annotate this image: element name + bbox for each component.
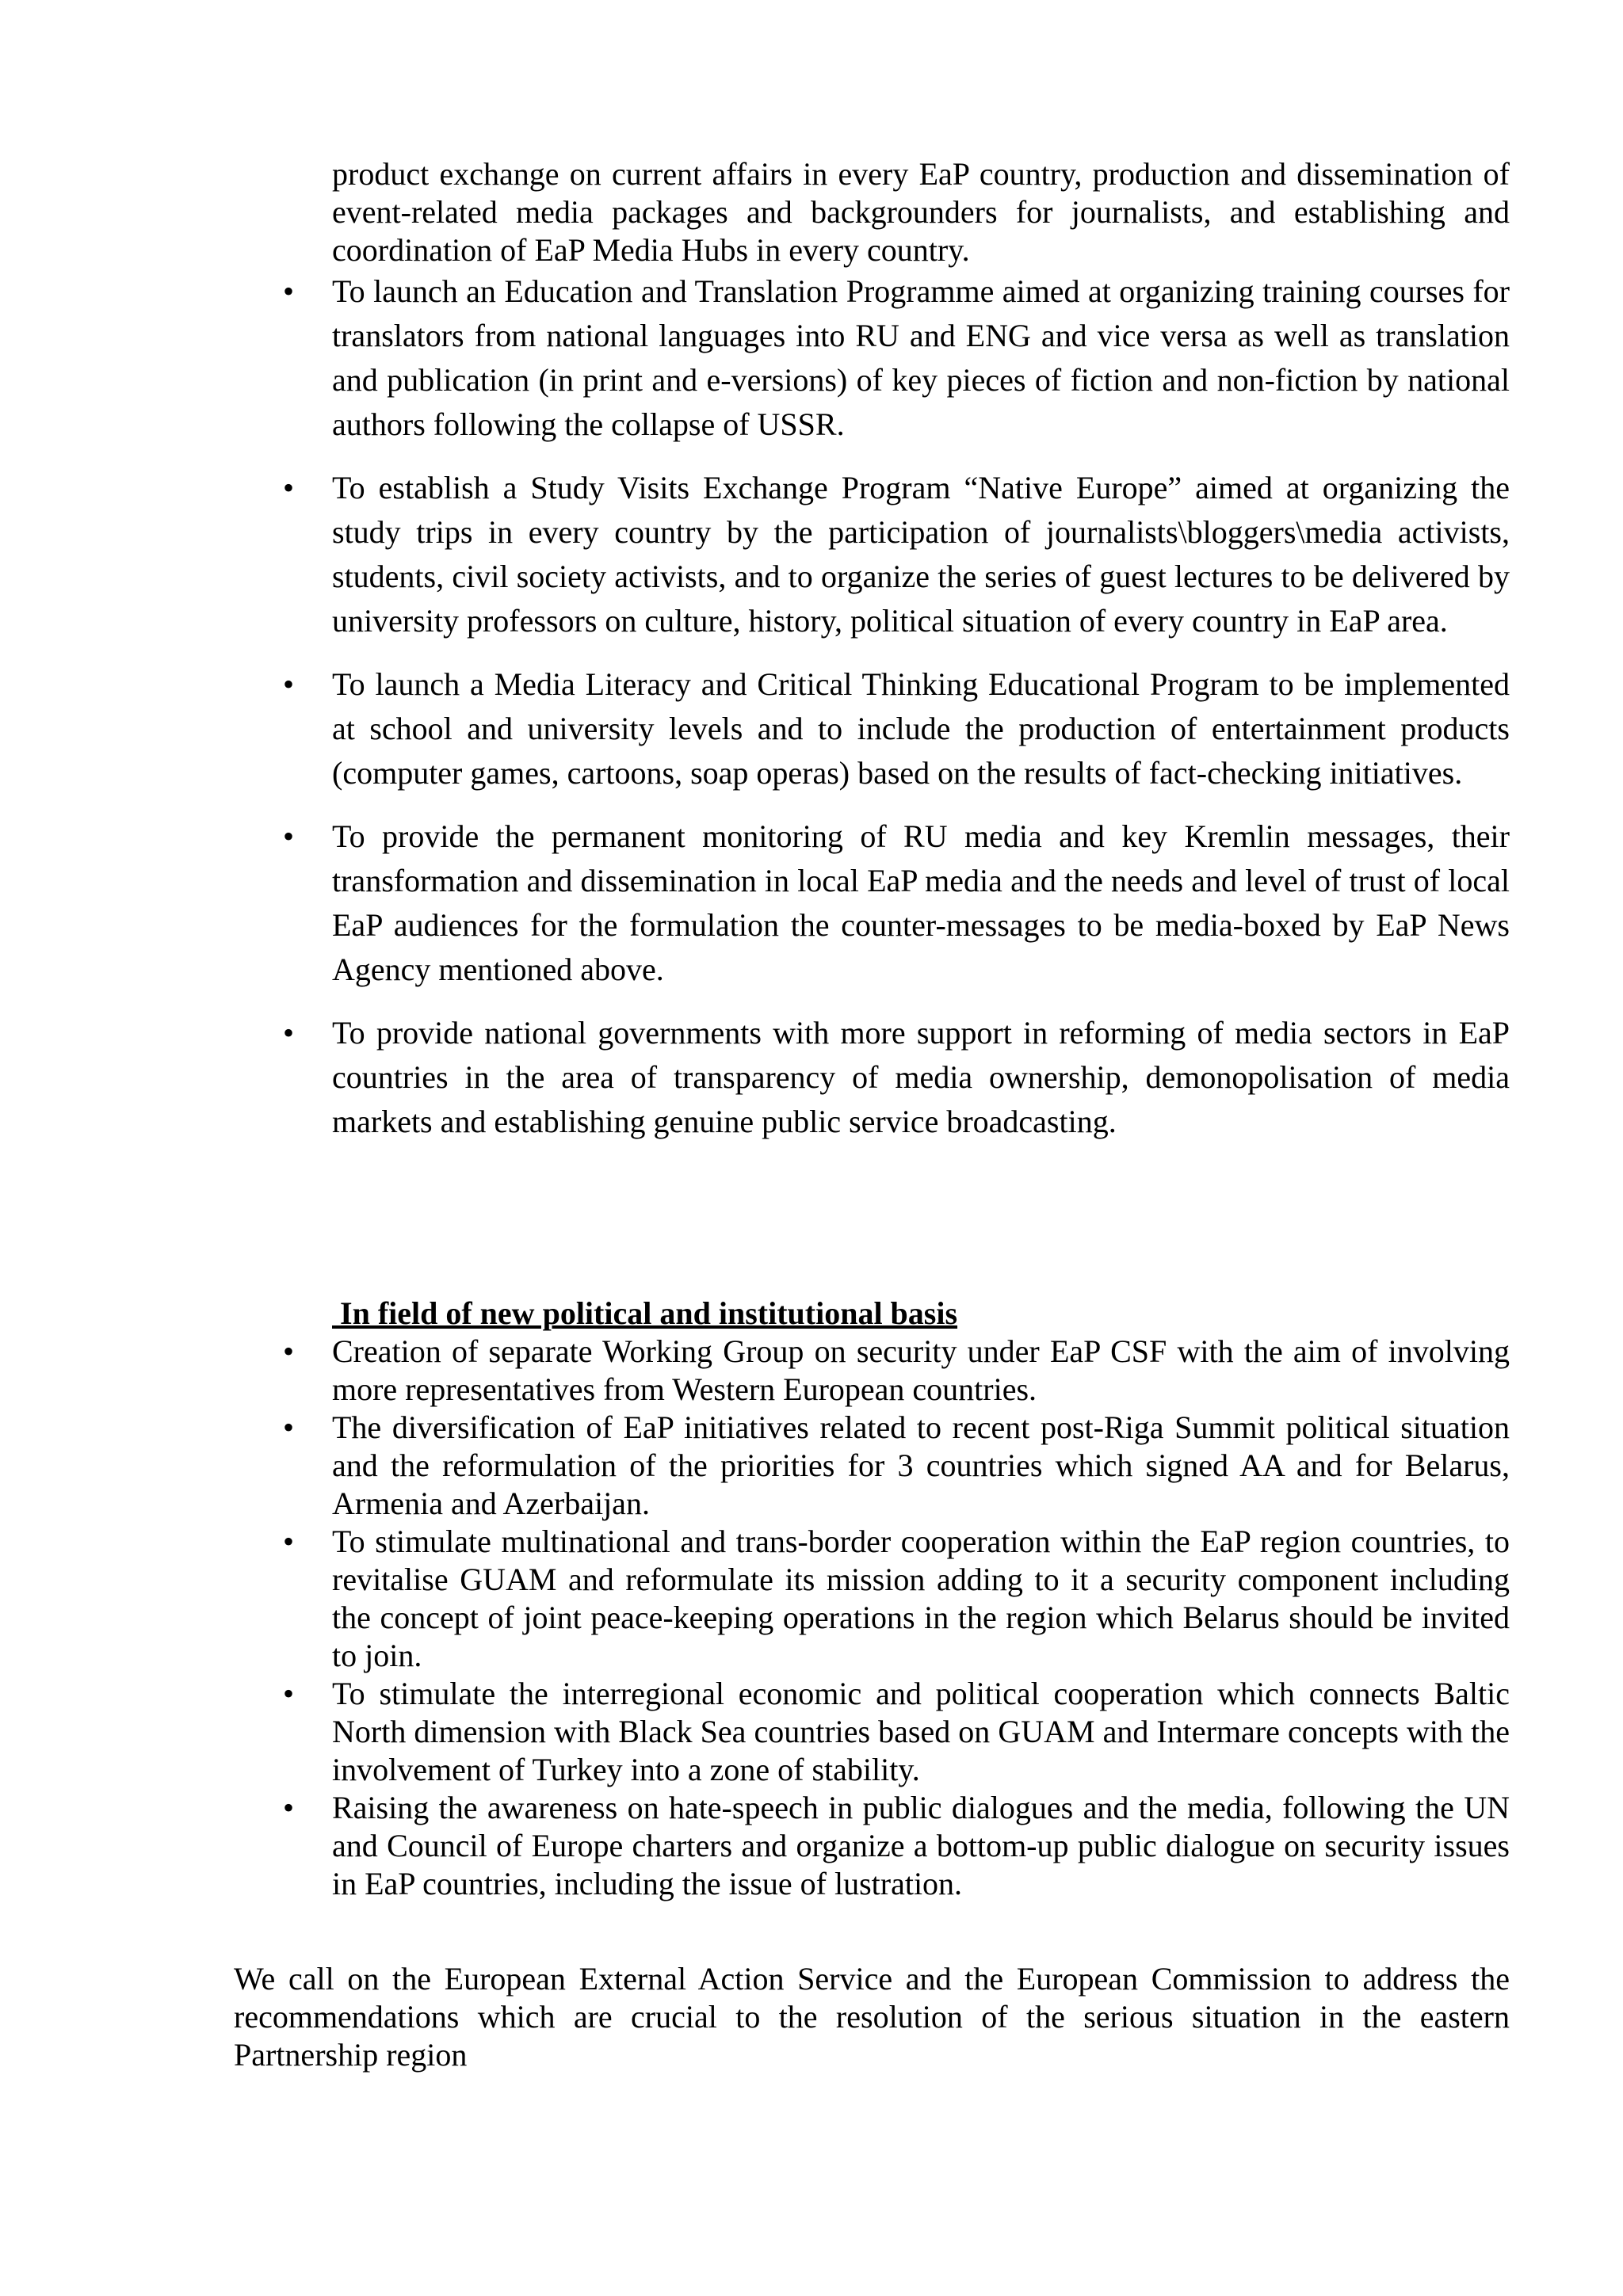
political-bullet-item (234, 1333, 1510, 1409)
bullet-text: To stimulate the interregional economic and political cooperation which connects Baltic North dimension with Black Sea countries based on GUAM and Intermare concepts with the involvement of Turkey into a zone of stability. (332, 1676, 1510, 1787)
bullet-text: To launch a Media Literacy and Critical Thinking Educational Program to be implemented at school and university levels and to include the production of entertainment products (computer games, cartoons, soap operas) based on the results of fact-checking initiatives. (332, 666, 1510, 791)
bullet-glyph: • (283, 1524, 295, 1559)
bullet-text: Raising the awareness on hate-speech in public dialogues and the media, following the UN and Council of Europe charters and organize a bottom-up public dialogue on security issues in EaP countries, including the issue of lustration. (332, 1790, 1510, 1901)
closing-paragraph: We call on the European External Action Service and the European Commission to address the recommendations which are crucial to the resolution of the serious situation in the eastern Partnership region (234, 1961, 1510, 2073)
closing-block (234, 1960, 1510, 2074)
bullet-glyph: • (283, 1409, 295, 1445)
media-bullet-list (234, 269, 1510, 1144)
intro-continuation-text: product exchange on current affairs in every EaP country, production and dissemination of event-related media packages and backgrounders for journalists, and establishing and coordination of EaP Media Hubs in every country. (332, 156, 1510, 268)
bullet-glyph: • (283, 1676, 295, 1711)
media-bullet-item (234, 466, 1510, 643)
bullet-glyph: • (283, 818, 295, 854)
political-section (234, 1295, 1510, 1903)
political-bullet-item (234, 1675, 1510, 1789)
bullet-text: To establish a Study Visits Exchange Program “Native Europe” aimed at organizing the study trips in every country by the participation of journalists\bloggers\media activists, students, civil society activists, and to organize the series of guest lectures to be delivered by university professors on culture, history, political situation of every country in EaP area. (332, 470, 1510, 639)
political-bullet-item (234, 1523, 1510, 1675)
bullet-glyph: • (283, 470, 295, 505)
intro-continuation-block (234, 155, 1510, 269)
bullet-glyph: • (283, 273, 295, 309)
section-heading: In field of new political and institutional basis (332, 1295, 958, 1331)
bullet-text: To stimulate multinational and trans-border cooperation within the EaP region countries, to revitalise GUAM and reformulate its mission adding to it a security component including the concept of joint peace-keeping operations in the region which Belarus should be invited to join. (332, 1524, 1510, 1673)
bullet-text: Creation of separate Working Group on security under EaP CSF with the aim of involving more representatives from Western European countries. (332, 1333, 1510, 1407)
media-bullet-item (234, 814, 1510, 992)
bullet-text: To provide the permanent monitoring of RU media and key Kremlin messages, their transformation and dissemination in local EaP media and the needs and level of trust of local EaP audiences for the formulation the counter-messages to be media-boxed by EaP News Agency mentioned above. (332, 818, 1510, 987)
media-bullet-item (234, 662, 1510, 795)
political-bullet-item (234, 1409, 1510, 1523)
bullet-text: To launch an Education and Translation Programme aimed at organizing training courses for translators from national languages into RU and ENG and vice versa as well as translation and publication (in print and e-versions) of key pieces of fiction and non-fiction by national authors following the collapse of USSR. (332, 273, 1510, 442)
bullet-glyph: • (283, 1790, 295, 1825)
media-bullet-item (234, 1011, 1510, 1144)
political-bullet-item (234, 1789, 1510, 1903)
media-bullet-item (234, 269, 1510, 447)
bullet-glyph: • (283, 1015, 295, 1051)
bullet-text: The diversification of EaP initiatives related to recent post-Riga Summit political situation and the reformulation of the priorities for 3 countries which signed AA and for Belarus, Armenia and Azerbaijan. (332, 1409, 1510, 1521)
bullet-text: To provide national governments with more support in reforming of media sectors in EaP countries in the area of transparency of media ownership, demonopolisation of media markets and establishing genuine public service broadcasting. (332, 1015, 1510, 1139)
bullet-glyph: • (283, 1333, 295, 1369)
bullet-glyph: • (283, 666, 295, 702)
